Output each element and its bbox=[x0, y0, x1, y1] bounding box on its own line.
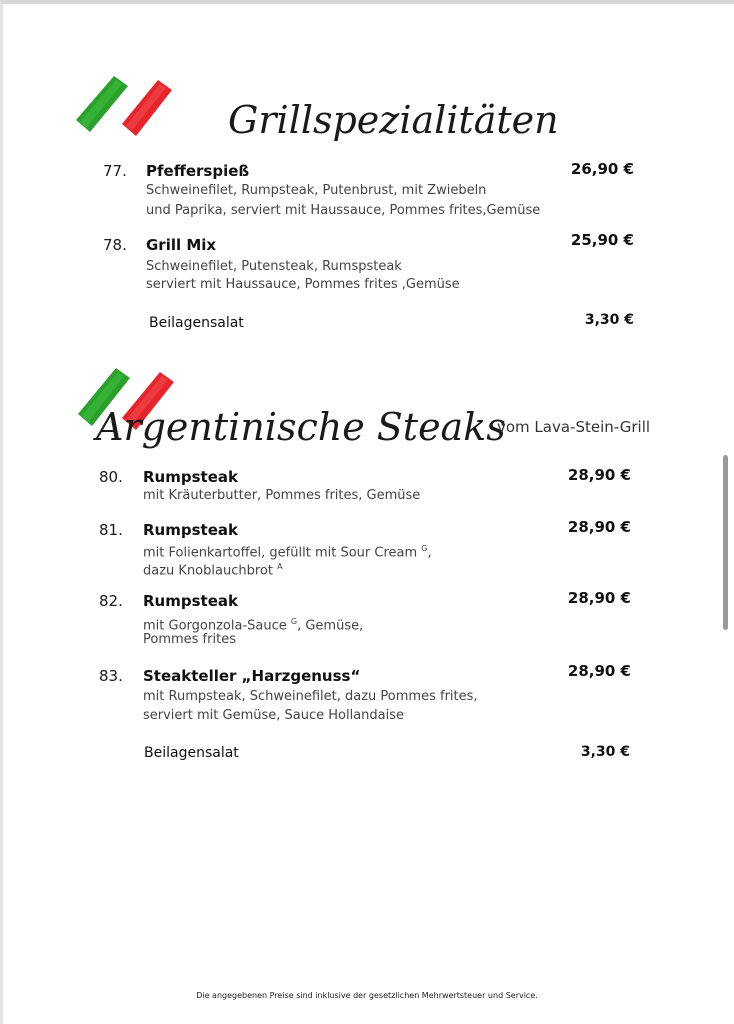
item-name: Rumpsteak bbox=[143, 521, 238, 539]
italian-flag-icon bbox=[70, 70, 180, 140]
item-price: 26,90 € bbox=[570, 160, 634, 178]
item-number: 78. bbox=[103, 236, 127, 254]
item-description-line1: mit Kräuterbutter, Pommes frites, Gemüse bbox=[143, 488, 421, 503]
item-description-line2: Pommes frites bbox=[143, 632, 236, 647]
item-name: Steakteller „Harzgenuss“ bbox=[143, 667, 361, 685]
item-description-line2: und Paprika, serviert mit Haussauce, Pommes frites,Gemüse bbox=[146, 203, 541, 218]
allergen-marker: G bbox=[421, 544, 428, 553]
item-name: Rumpsteak bbox=[143, 592, 238, 610]
item-description-line2: serviert mit Haussauce, Pommes frites ,Gemüse bbox=[146, 277, 460, 292]
footer-note: Die angegebenen Preise sind inklusive der gesetzlichen Mehrwertsteuer und Service. bbox=[196, 991, 538, 1000]
section-title-grillspezialitaeten: Grillspezialitäten bbox=[228, 98, 559, 142]
item-description-line1: Schweinefilet, Rumpsteak, Putenbrust, mit Zwiebeln bbox=[146, 183, 487, 198]
scrollbar-thumb[interactable] bbox=[723, 455, 728, 630]
item-number: 81. bbox=[99, 521, 123, 539]
item-number: 80. bbox=[99, 468, 123, 486]
item-name: Pfefferspieß bbox=[146, 162, 250, 180]
flag-red-stripe bbox=[122, 80, 172, 136]
section-subtitle: vom Lava-Stein-Grill bbox=[497, 418, 651, 436]
item-description-line2: serviert mit Gemüse, Sauce Hollandaise bbox=[143, 708, 405, 723]
item-price: 28,90 € bbox=[567, 589, 631, 607]
item-number: 77. bbox=[103, 162, 127, 180]
side-name: Beilagensalat bbox=[149, 315, 244, 331]
item-name: Grill Mix bbox=[146, 236, 217, 254]
allergen-marker: A bbox=[277, 562, 283, 571]
item-price: 28,90 € bbox=[567, 662, 631, 680]
flag-green-stripe bbox=[76, 76, 128, 132]
allergen-marker: G bbox=[290, 617, 298, 626]
item-description-line1: mit Folienkartoffel, gefüllt mit Sour Cream $^G$, bbox=[143, 544, 432, 561]
side-price: 3,30 € bbox=[580, 744, 630, 760]
item-number: 82. bbox=[99, 592, 123, 610]
section-title-argentinische-steaks: Argentinische Steaks bbox=[96, 405, 506, 449]
item-price: 28,90 € bbox=[567, 466, 631, 484]
side-price: 3,30 € bbox=[584, 312, 634, 328]
item-description-line2: dazu Knoblauchbrot $^A$ bbox=[143, 562, 283, 579]
side-name: Beilagensalat bbox=[144, 745, 239, 761]
item-number: 83. bbox=[99, 667, 123, 685]
item-description-line1: Schweinefilet, Putensteak, Rumspsteak bbox=[146, 259, 402, 274]
item-description-line1: mit Gorgonzola-Sauce $^G$, Gemüse, bbox=[143, 617, 364, 634]
item-description-line1: mit Rumpsteak, Schweinefilet, dazu Pommes frites, bbox=[143, 689, 478, 704]
item-price: 28,90 € bbox=[567, 518, 631, 536]
item-price: 25,90 € bbox=[570, 231, 634, 249]
item-name: Rumpsteak bbox=[143, 468, 238, 486]
